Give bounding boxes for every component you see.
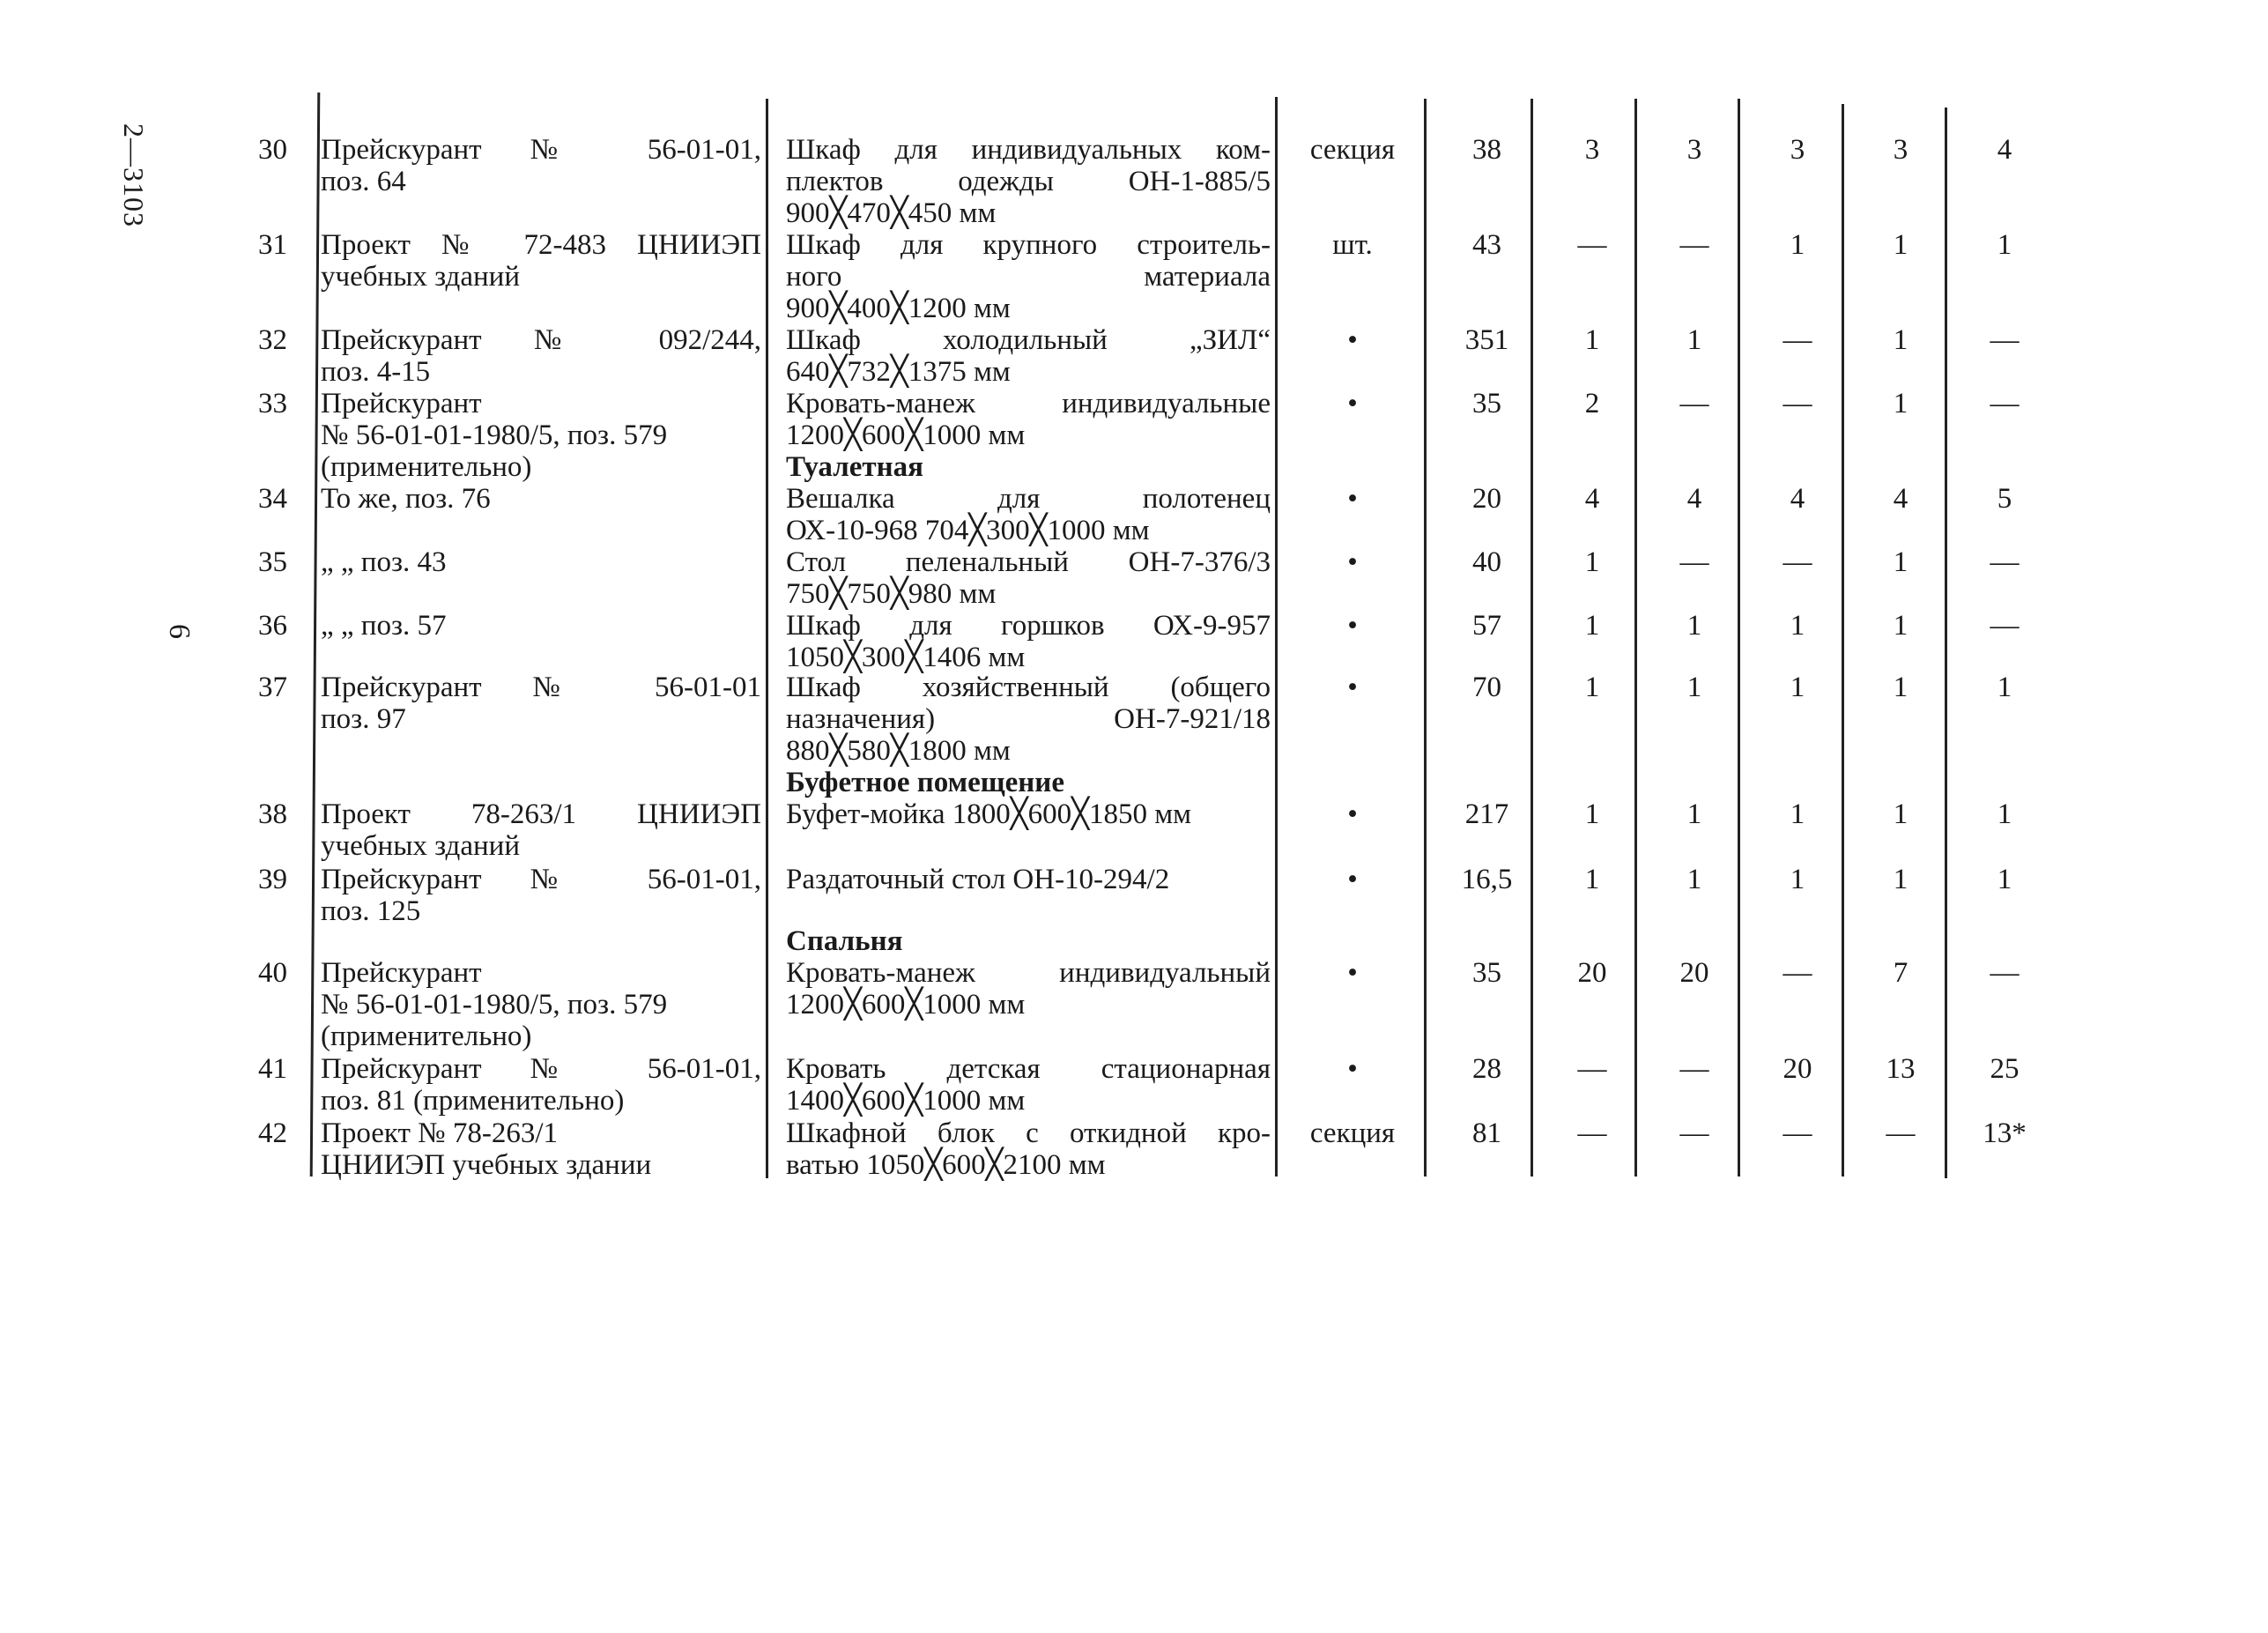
description-line: Шкаф хозяйственный (общего (786, 672, 1271, 703)
row-number: 32 (258, 324, 287, 356)
unit-price: 16,5 (1461, 864, 1513, 895)
description-line: Шкафной блок с откидной кро- (786, 1117, 1271, 1149)
quantity-cell: 4 (1997, 134, 2012, 166)
description-line: плектов одежды ОН-1-885/5 (786, 166, 1271, 197)
source-line: То же, поз. 76 (321, 483, 491, 515)
quantity-cell: 4 (1584, 483, 1600, 515)
item-description (786, 483, 1271, 546)
source-line: Проект 78-263/1 ЦНИИЭП (321, 798, 761, 830)
column-rule (1424, 99, 1427, 1177)
description-line: Стол пеленальный ОН-7-376/3 (786, 546, 1271, 578)
quantity-cell: 4 (1893, 483, 1909, 515)
quantity-cell: 13* (1983, 1117, 2027, 1149)
description-line: Кровать детская стационарная (786, 1053, 1271, 1085)
row-number: 42 (258, 1117, 287, 1149)
unit-price: 81 (1472, 1117, 1501, 1149)
unit-price: 38 (1472, 134, 1501, 166)
description-line: назначения) ОН-7-921/18 (786, 703, 1271, 735)
unit-price: 28 (1472, 1053, 1501, 1085)
row-number: 30 (258, 134, 287, 166)
quantity-cell: 1 (1686, 324, 1702, 356)
row-number: 35 (258, 546, 287, 578)
source-line: поз. 125 (321, 895, 421, 927)
quantity-cell: — (1577, 229, 1607, 261)
quantity-cell: — (1990, 957, 2020, 989)
quantity-cell: 1 (1893, 610, 1909, 642)
unit-price: 20 (1472, 483, 1501, 515)
item-description (786, 864, 1271, 895)
quantity-cell: — (1990, 546, 2020, 578)
item-description (786, 610, 1271, 673)
source-line: № 56-01-01-1980/5, поз. 579 (321, 989, 668, 1021)
unit-of-measure: секция (1309, 1117, 1396, 1149)
unit-of-measure: шт. (1332, 229, 1373, 261)
quantity-cell: 1 (1686, 864, 1702, 895)
source-line: учебных зданий (321, 830, 520, 862)
unit-of-measure: секция (1309, 134, 1396, 166)
source-reference (321, 672, 761, 735)
source-line: (применительно) (321, 1021, 532, 1052)
source-line: поз. 81 (применительно) (321, 1085, 625, 1117)
source-reference (321, 1053, 761, 1117)
source-reference (321, 1117, 761, 1181)
unit-price: 351 (1464, 324, 1509, 356)
source-line: Прейскурант (321, 388, 482, 419)
quantity-cell: 1 (1997, 864, 2012, 895)
quantity-cell: 3 (1790, 134, 1805, 166)
source-reference (321, 388, 761, 483)
quantity-cell: 1 (1790, 229, 1805, 261)
source-line: ЦНИИЭП учебных здании (321, 1149, 652, 1181)
unit-of-measure: • (1347, 798, 1358, 830)
source-line: поз. 4-15 (321, 356, 431, 388)
document-code: 2—3103 (118, 123, 150, 227)
description-line: 880╳580╳1800 мм (786, 735, 1011, 767)
quantity-cell: 3 (1584, 134, 1600, 166)
unit-of-measure: • (1347, 1053, 1358, 1085)
item-description (786, 324, 1271, 388)
column-rule (310, 93, 321, 1177)
description-line: Шкаф для крупного строитель- (786, 229, 1271, 261)
quantity-cell: 1 (1790, 610, 1805, 642)
row-number: 39 (258, 864, 287, 895)
description-line: Буфет-мойка 1800╳600╳1850 мм (786, 798, 1191, 830)
source-line: „ „ поз. 57 (321, 610, 447, 642)
unit-price: 217 (1464, 798, 1509, 830)
source-line: Прейскурант (321, 957, 482, 989)
row-number: 33 (258, 388, 287, 419)
source-line: поз. 97 (321, 703, 406, 735)
item-description (786, 388, 1271, 451)
quantity-cell: 1 (1686, 798, 1702, 830)
source-reference (321, 134, 761, 197)
description-line: ного материала (786, 261, 1271, 293)
section-title-bedroom: Спальня (786, 925, 903, 957)
quantity-cell: — (1679, 229, 1709, 261)
quantity-cell: 1 (1790, 672, 1805, 703)
item-description (786, 229, 1271, 324)
quantity-cell: 1 (1893, 388, 1909, 419)
quantity-cell: — (1679, 1117, 1709, 1149)
item-description (786, 672, 1271, 767)
quantity-cell: — (1577, 1117, 1607, 1149)
unit-price: 43 (1472, 229, 1501, 261)
quantity-cell: — (1783, 957, 1812, 989)
source-reference (321, 229, 761, 293)
description-line: 640╳732╳1375 мм (786, 356, 1011, 388)
item-description (786, 134, 1271, 229)
quantity-cell: 1 (1893, 229, 1909, 261)
source-line: Прейскурант № 092/244, (321, 324, 761, 356)
quantity-cell: 5 (1997, 483, 2012, 515)
description-line: 1200╳600╳1000 мм (786, 419, 1026, 451)
row-number: 36 (258, 610, 287, 642)
description-line: 750╳750╳980 мм (786, 578, 997, 610)
quantity-cell: 13 (1886, 1053, 1916, 1085)
quantity-cell: 1 (1893, 672, 1909, 703)
source-line: Прейскурант № 56-01-01 (321, 672, 761, 703)
source-line: поз. 64 (321, 166, 406, 197)
unit-of-measure: • (1347, 388, 1358, 419)
quantity-cell: 20 (1783, 1053, 1812, 1085)
quantity-cell: 1 (1790, 798, 1805, 830)
quantity-cell: 1 (1893, 864, 1909, 895)
description-line: ОХ-10-968 704╳300╳1000 мм (786, 515, 1150, 546)
column-rule (1945, 108, 1947, 1178)
source-line: Проект № 72-483 ЦНИИЭП (321, 229, 761, 261)
item-description (786, 546, 1271, 610)
quantity-cell: 1 (1997, 798, 2012, 830)
quantity-cell: 1 (1584, 324, 1600, 356)
quantity-cell: — (1990, 610, 2020, 642)
description-line: 1050╳300╳1406 мм (786, 642, 1026, 673)
row-number: 31 (258, 229, 287, 261)
description-line: 900╳470╳450 мм (786, 197, 997, 229)
quantity-cell: — (1783, 546, 1812, 578)
quantity-cell: 1 (1893, 798, 1909, 830)
source-reference (321, 610, 761, 642)
description-line: Раздаточный стол ОН-10-294/2 (786, 864, 1170, 895)
item-description (786, 1053, 1271, 1117)
description-line: Шкаф для горшков ОХ-9-957 (786, 610, 1271, 642)
section-title-toilet: Туалетная (786, 451, 923, 483)
quantity-cell: 1 (1997, 229, 2012, 261)
quantity-cell: 20 (1577, 957, 1607, 989)
quantity-cell: — (1577, 1053, 1607, 1085)
unit-of-measure: • (1347, 483, 1358, 515)
quantity-cell: 20 (1679, 957, 1709, 989)
quantity-cell: 1 (1584, 546, 1600, 578)
item-description (786, 957, 1271, 1021)
item-description (786, 798, 1271, 830)
row-number: 37 (258, 672, 287, 703)
quantity-cell: 25 (1990, 1053, 2020, 1085)
source-reference (321, 546, 761, 578)
source-line: № 56-01-01-1980/5, поз. 579 (321, 419, 668, 451)
unit-price: 57 (1472, 610, 1501, 642)
row-number: 40 (258, 957, 287, 989)
source-line: учебных зданий (321, 261, 520, 293)
unit-of-measure: • (1347, 610, 1358, 642)
row-number: 41 (258, 1053, 287, 1085)
quantity-cell: 2 (1584, 388, 1600, 419)
source-reference (321, 864, 761, 927)
quantity-cell: — (1679, 1053, 1709, 1085)
source-line: Прейскурант № 56-01-01, (321, 1053, 761, 1085)
quantity-cell: — (1886, 1117, 1916, 1149)
quantity-cell: 4 (1790, 483, 1805, 515)
description-line: 1200╳600╳1000 мм (786, 989, 1026, 1021)
description-line: ватью 1050╳600╳2100 мм (786, 1149, 1106, 1181)
unit-price: 40 (1472, 546, 1501, 578)
quantity-cell: 1 (1893, 324, 1909, 356)
quantity-cell: 1 (1584, 610, 1600, 642)
quantity-cell: 7 (1893, 957, 1909, 989)
column-rule (766, 99, 768, 1178)
quantity-cell: 1 (1584, 864, 1600, 895)
source-line: Проект № 78-263/1 (321, 1117, 559, 1149)
quantity-cell: — (1679, 388, 1709, 419)
quantity-cell: 1 (1584, 798, 1600, 830)
description-line: 1400╳600╳1000 мм (786, 1085, 1026, 1117)
source-reference (321, 957, 761, 1052)
description-line: Шкаф холодильный „ЗИЛ“ (786, 324, 1271, 356)
quantity-cell: 1 (1686, 672, 1702, 703)
source-line: Прейскурант № 56-01-01, (321, 134, 761, 166)
unit-of-measure: • (1347, 864, 1358, 895)
description-line: Кровать-манеж индивидуальный (786, 957, 1271, 989)
quantity-cell: 1 (1997, 672, 2012, 703)
quantity-cell: — (1783, 388, 1812, 419)
quantity-cell: 3 (1893, 134, 1909, 166)
quantity-cell: 1 (1790, 864, 1805, 895)
quantity-cell: — (1990, 388, 2020, 419)
source-reference (321, 483, 761, 515)
quantity-cell: 1 (1893, 546, 1909, 578)
quantity-cell: — (1783, 324, 1812, 356)
unit-of-measure: • (1347, 672, 1358, 703)
description-line: Вешалка для полотенец (786, 483, 1271, 515)
source-reference (321, 798, 761, 862)
unit-of-measure: • (1347, 957, 1358, 989)
unit-of-measure: • (1347, 324, 1358, 356)
description-line: Кровать-манеж индивидуальные (786, 388, 1271, 419)
item-description (786, 1117, 1271, 1181)
section-title-buffet: Буфетное помещение (786, 767, 1064, 798)
source-line: „ „ поз. 43 (321, 546, 447, 578)
quantity-cell: — (1990, 324, 2020, 356)
quantity-cell: 3 (1686, 134, 1702, 166)
quantity-cell: — (1679, 546, 1709, 578)
quantity-cell: 4 (1686, 483, 1702, 515)
unit-price: 35 (1472, 388, 1501, 419)
row-number: 34 (258, 483, 287, 515)
description-line: 900╳400╳1200 мм (786, 293, 1011, 324)
source-line: (применительно) (321, 451, 532, 483)
unit-of-measure: • (1347, 546, 1358, 578)
column-rule (1275, 97, 1278, 1177)
description-line: Шкаф для индивидуальных ком- (786, 134, 1271, 166)
quantity-cell: — (1783, 1117, 1812, 1149)
source-line: Прейскурант № 56-01-01, (321, 864, 761, 895)
unit-price: 70 (1472, 672, 1501, 703)
row-number: 38 (258, 798, 287, 830)
source-reference (321, 324, 761, 388)
quantity-cell: 1 (1686, 610, 1702, 642)
page-number: 6 (163, 624, 196, 639)
unit-price: 35 (1472, 957, 1501, 989)
quantity-cell: 1 (1584, 672, 1600, 703)
